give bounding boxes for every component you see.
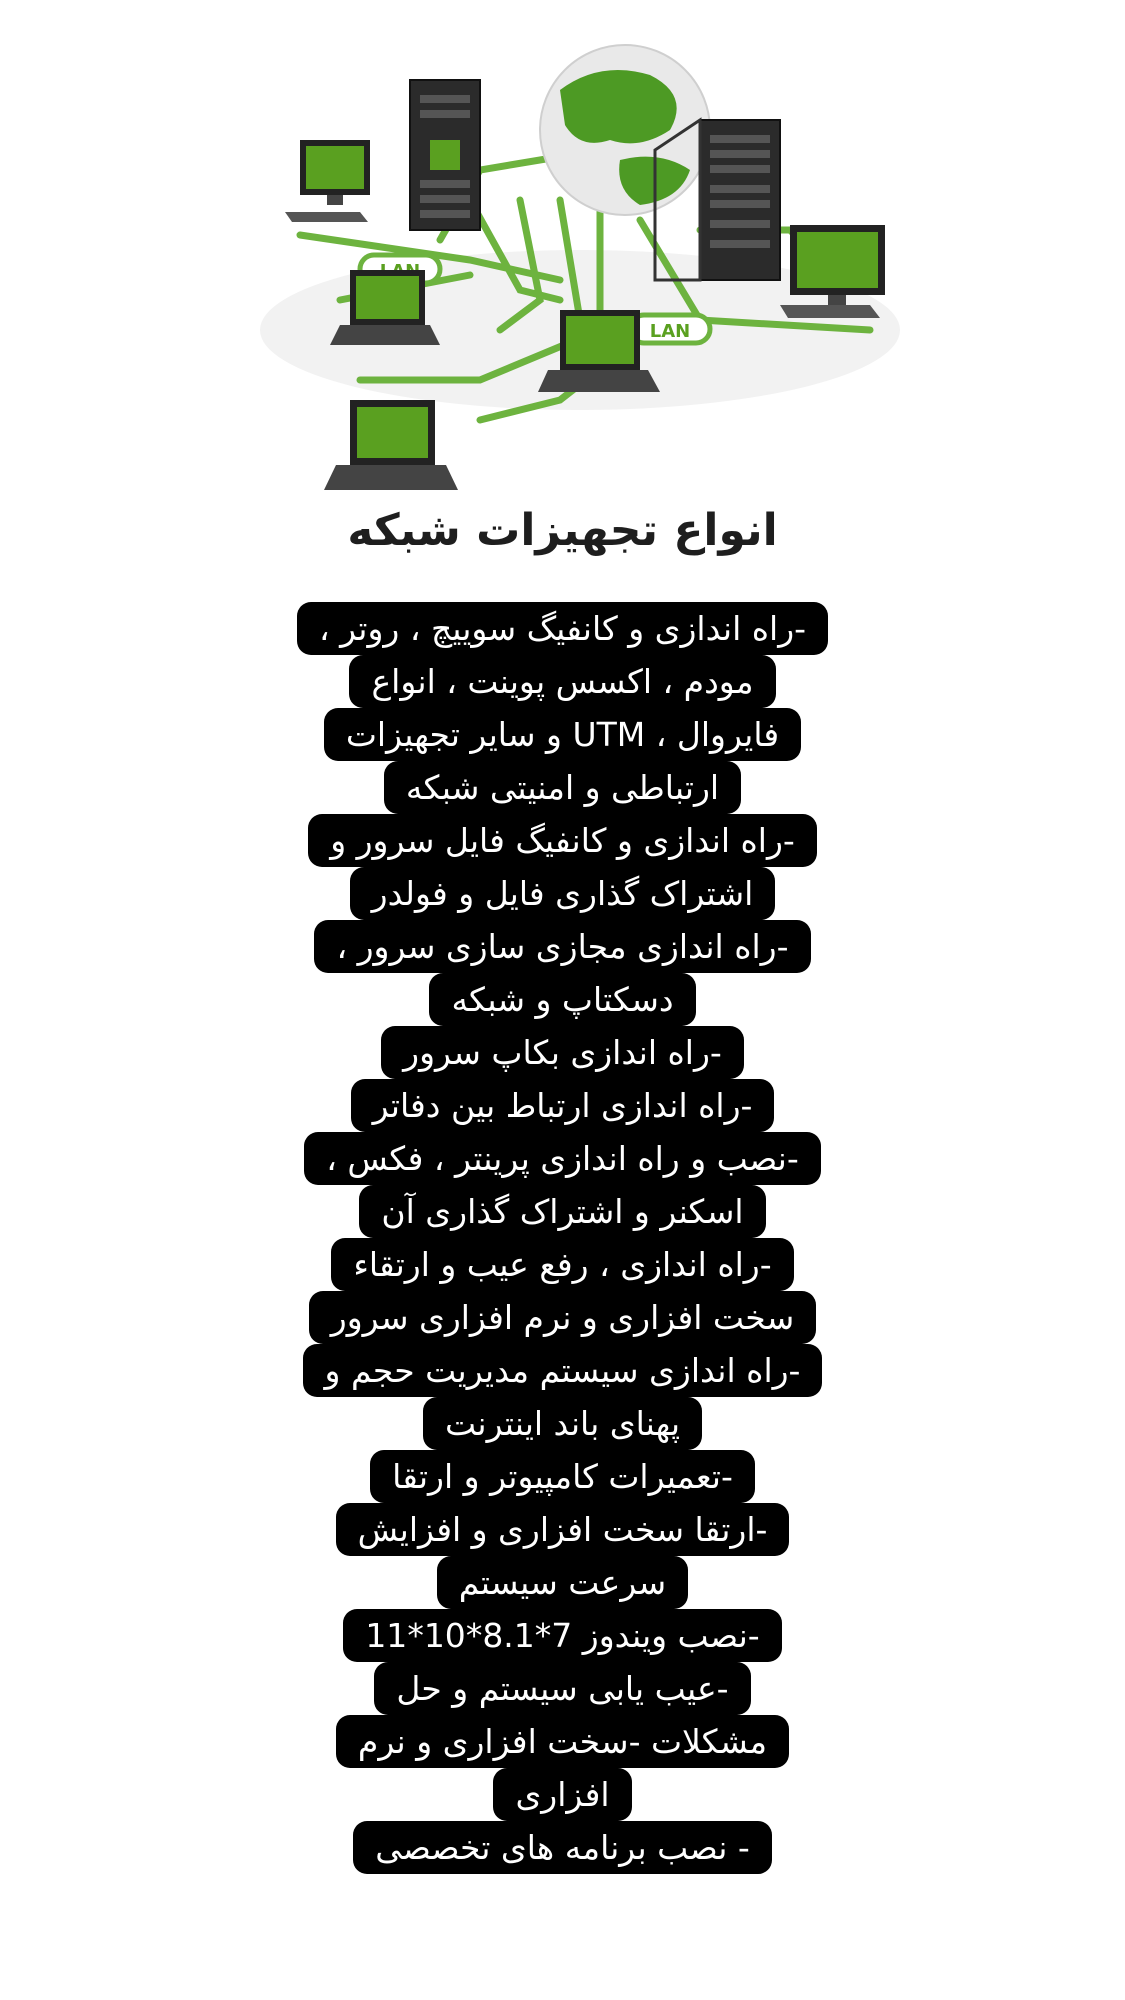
service-line: -نصب ویندوز 7*8.1*10*11: [343, 1609, 781, 1662]
service-line: اشتراک گذاری فایل و فولدر: [350, 867, 776, 920]
lan-badge-right: [630, 315, 710, 343]
service-line: مشکلات -سخت افزاری و نرم: [336, 1715, 789, 1768]
service-line: -راه اندازی و کانفیگ سوییچ ، روتر ،: [297, 602, 828, 655]
service-line: -راه اندازی ، رفع عیب و ارتقاء: [331, 1238, 793, 1291]
desktop-computer-icon-left: [285, 140, 370, 222]
service-line: اسکنر و اشتراک گذاری آن: [359, 1185, 765, 1238]
service-line: -تعمیرات کامپیوتر و ارتقا: [370, 1450, 755, 1503]
service-line: فایروال ، UTM و سایر تجهیزات: [324, 708, 801, 761]
service-line: ارتباطی و امنیتی شبکه: [384, 761, 741, 814]
service-line: سخت افزاری و نرم افزاری سرور: [309, 1291, 816, 1344]
service-line: مودم ، اکسس پوینت ، انواع: [349, 655, 775, 708]
page-title: انواع تجهیزات شبکه: [347, 505, 778, 556]
service-line: - نصب برنامه های تخصصی: [353, 1821, 772, 1874]
service-line: سرعت سیستم: [437, 1556, 688, 1609]
svg-text:LAN: LAN: [649, 321, 691, 342]
laptop-icon-3: [324, 400, 458, 490]
service-line: -راه اندازی سیستم مدیریت حجم و: [303, 1344, 823, 1397]
service-line: پهنای باند اینترنت: [423, 1397, 702, 1450]
service-line: -نصب و راه اندازی پرینتر ، فکس ،: [304, 1132, 821, 1185]
service-line: دسکتاپ و شبکه: [429, 973, 695, 1026]
service-line: -راه اندازی مجازی سازی سرور ،: [314, 920, 810, 973]
service-line: -عیب یابی سیستم و حل: [374, 1662, 750, 1715]
service-line: -راه اندازی ارتباط بین دفاتر: [351, 1079, 775, 1132]
service-line: افزاری: [493, 1768, 631, 1821]
network-equipment-illustration: [0, 0, 1125, 520]
server-rack-icon-left: [410, 80, 480, 230]
services-list: [0, 602, 1125, 1874]
service-line: -ارتقا سخت افزاری و افزایش: [336, 1503, 790, 1556]
service-line: -راه اندازی و کانفیگ فایل سرور و: [308, 814, 817, 867]
service-line: -راه اندازی بکاپ سرور: [381, 1026, 744, 1079]
